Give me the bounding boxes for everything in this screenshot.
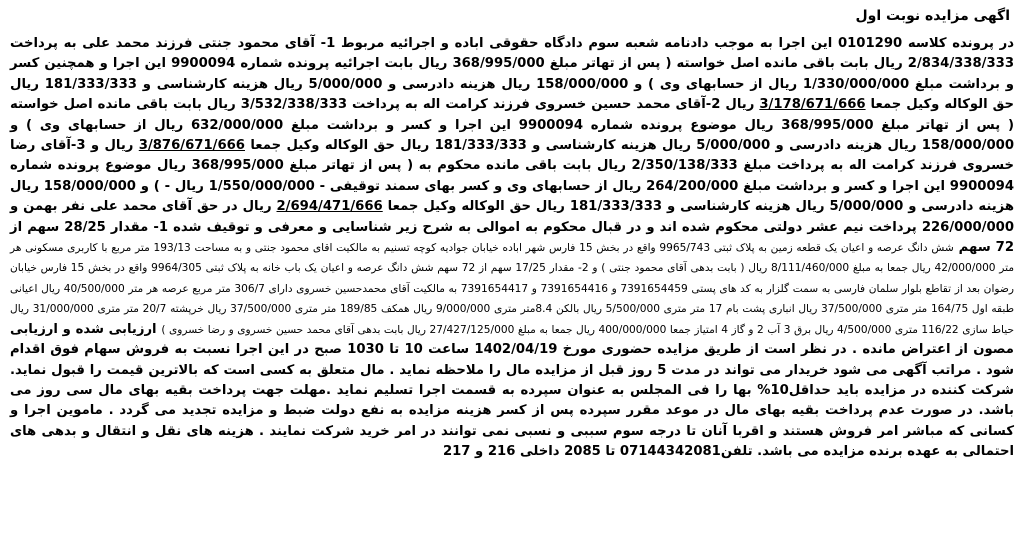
total-amount-2: 3/876/671/666 (138, 138, 245, 154)
property-description: شش دانگ عرصه و اعیان یک قطعه زمین به پلاک ثبتی 9965/743 واقع در بخش 15 فارس شهر اباده خیابان جوادیه کوچه تسنیم به مالکیت اقای محمود جنتی و به مساحت 193/13 متر مربع با کاربری مسکونی هر متر 42/000/000 ریال جمعا به مبلغ 8/111/460/000 ریال ( بابت بدهی آقای محمود جنتی ) و 2- مقدار 17/25 سهم از 72 سهم شش دانگ عرصه و اعیان یک باب خانه به پلاک ثبتی 9964/305 واقع در بخش 15 فارس خیابان رضوان بعد از تقاطع بلوار سلمان فارسی به سمت گلزار به کد های پستی 7391654459 و 7391654416 و 7391654417 به مالکیت آقای محمدحسین خسروی دارای 306/7 متر مربع عرصه هر متر 40/500/000 ریال اعیانی طبقه اول 164/75 متر متری 37/500/000 ریال انباری پشت بام 17 متر متری 5/500/000 ریال بالکن 8.4متر متری 9/000/000 ریال همکف 189/85 متر متری 37/500/000 ریال خرپشته 20/7 متر متری 31/000/000 ریال حیاط سازی 116/22 متری 4/500/000 ریال برق 3 آب 2 و گاز 4 امتیاز جمعا 400/000/000 ریال جمعا به مبلغ 27/427/125/000 ریال بابت بدهی آقای محمد حسین خسروی و رضا خسروی ) (10, 242, 1015, 336)
body-text-part-1: در پرونده کلاسه 0101290 این اجرا به موجب دادنامه شعبه سوم دادگاه حقوقی اباده و اجرائیه مربوط 1- آقای محمود جنتی فرزند محمد علی به پرداخت 2/834/338/333 ریال بابت باقی مانده اصل خواسته ( پس از تهاتر مبلغ 368/995/000 ریال بابت اجرائیه پرونده شماره 9900094 این اجرا و همچنین کسر و برداشت مبلغ 1/330/000/000 ریال از حسابهای وی ) و 158/000/000 ریال هزینه دادرسی و 5/000/000 ریال هزینه کارشناسی و 181/333/333 ریال حق الوکاله وکیل جمعا (10, 36, 1015, 113)
notice-body (10, 34, 1014, 463)
body-text-part-3: ریال و 3-آقای رضا خسروی فرزند کرامت اله به پرداخت مبلغ 2/350/138/333 ریال بابت باقی مانده محکوم به ( پس از تهاتر مبلغ 368/995/000 ریال موضوع پرونده شماره 9900094 این اجرا و کسر و برداشت مبلغ 264/200/000 ریال از حسابهای وی و کسر بهای سمند توقیفی - 1/550/000/000 ریال - ) و 158/000/000 ریال هزینه دادرسی و 5/000/000 ریال هزینه کارشناسی و 181/333/333 ریال حق الوکاله وکیل جمعا (10, 138, 1015, 215)
body-text-part-4: ریال در حق آقای محمد علی نفر بهمن و 226/000/000 پرداخت نیم عشر دولتی محکوم شده اند و در قبال محکوم به اموالی به شرح زیر شناسایی و معرفی و توقیف شده 1- مقدار 28/25 سهم از 72 سهم (10, 199, 1015, 256)
total-amount-1: 3/178/671/666 (759, 97, 866, 113)
body-text-part-5: ارزیابی شده و ارزیابی مصون از اعتراض مانده . در نظر است از طریق مزایده حضوری مورخ 1402/04/19 ساعت 10 تا 1030 صبح در این اجرا نسبت به فروش سهام فوق اقدام شود . مراتب آگهی می شود خریدار می تواند در مدت 5 روز قبل از مزایده مال را ملاحظه نماید . مال متعلق به کسی است که بالاترین قیمت را قبول نماید. شرکت کننده در مزایده باید حداقل10% بها را فی المجلس به عنوان سپرده به قسمت اجرا تسلیم نماید .مهلت جهت پرداخت بقیه بهای مال سی روز می باشد. در صورت عدم پرداخت بقیه بهای مال در موعد مقرر سپرده پس از کسر هزینه مزایده به نفع دولت ضبط و مزایده تجدید می گردد . ماموین اجرا و کسانی که مباشر امر فروش هستند و اقربا آنان تا درجه سوم سببی و نسبی نمی توانند در امر خرید شرکت نمایند . هزینه های نقل و انتقال و بدهی های احتمالی به عهده برنده مزایده می باشد. تلفن07144342081 تا 2085 داخلی 216 و 217 (10, 321, 1014, 460)
total-amount-3: 2/694/471/666 (276, 199, 383, 215)
body-text-part-2: ریال 2-آقای محمد حسین خسروی فرزند کرامت اله به پرداخت 3/532/338/333 ریال بابت باقی مانده اصل خواسته ( پس از تهاتر مبلغ 368/995/000 ریال موضوع پرونده شماره 9900094 این اجرا و کسر و برداشت مبلغ 632/000/000 ریال از حسابهای وی ) و 158/000/000 ریال هزینه دادرسی و 5/000/000 ریال هزینه کارشناسی و 181/333/333 ریال حق الوکاله وکیل جمعا (10, 97, 1014, 154)
notice-title: اگهی مزایده نوبت اول (855, 8, 1010, 24)
